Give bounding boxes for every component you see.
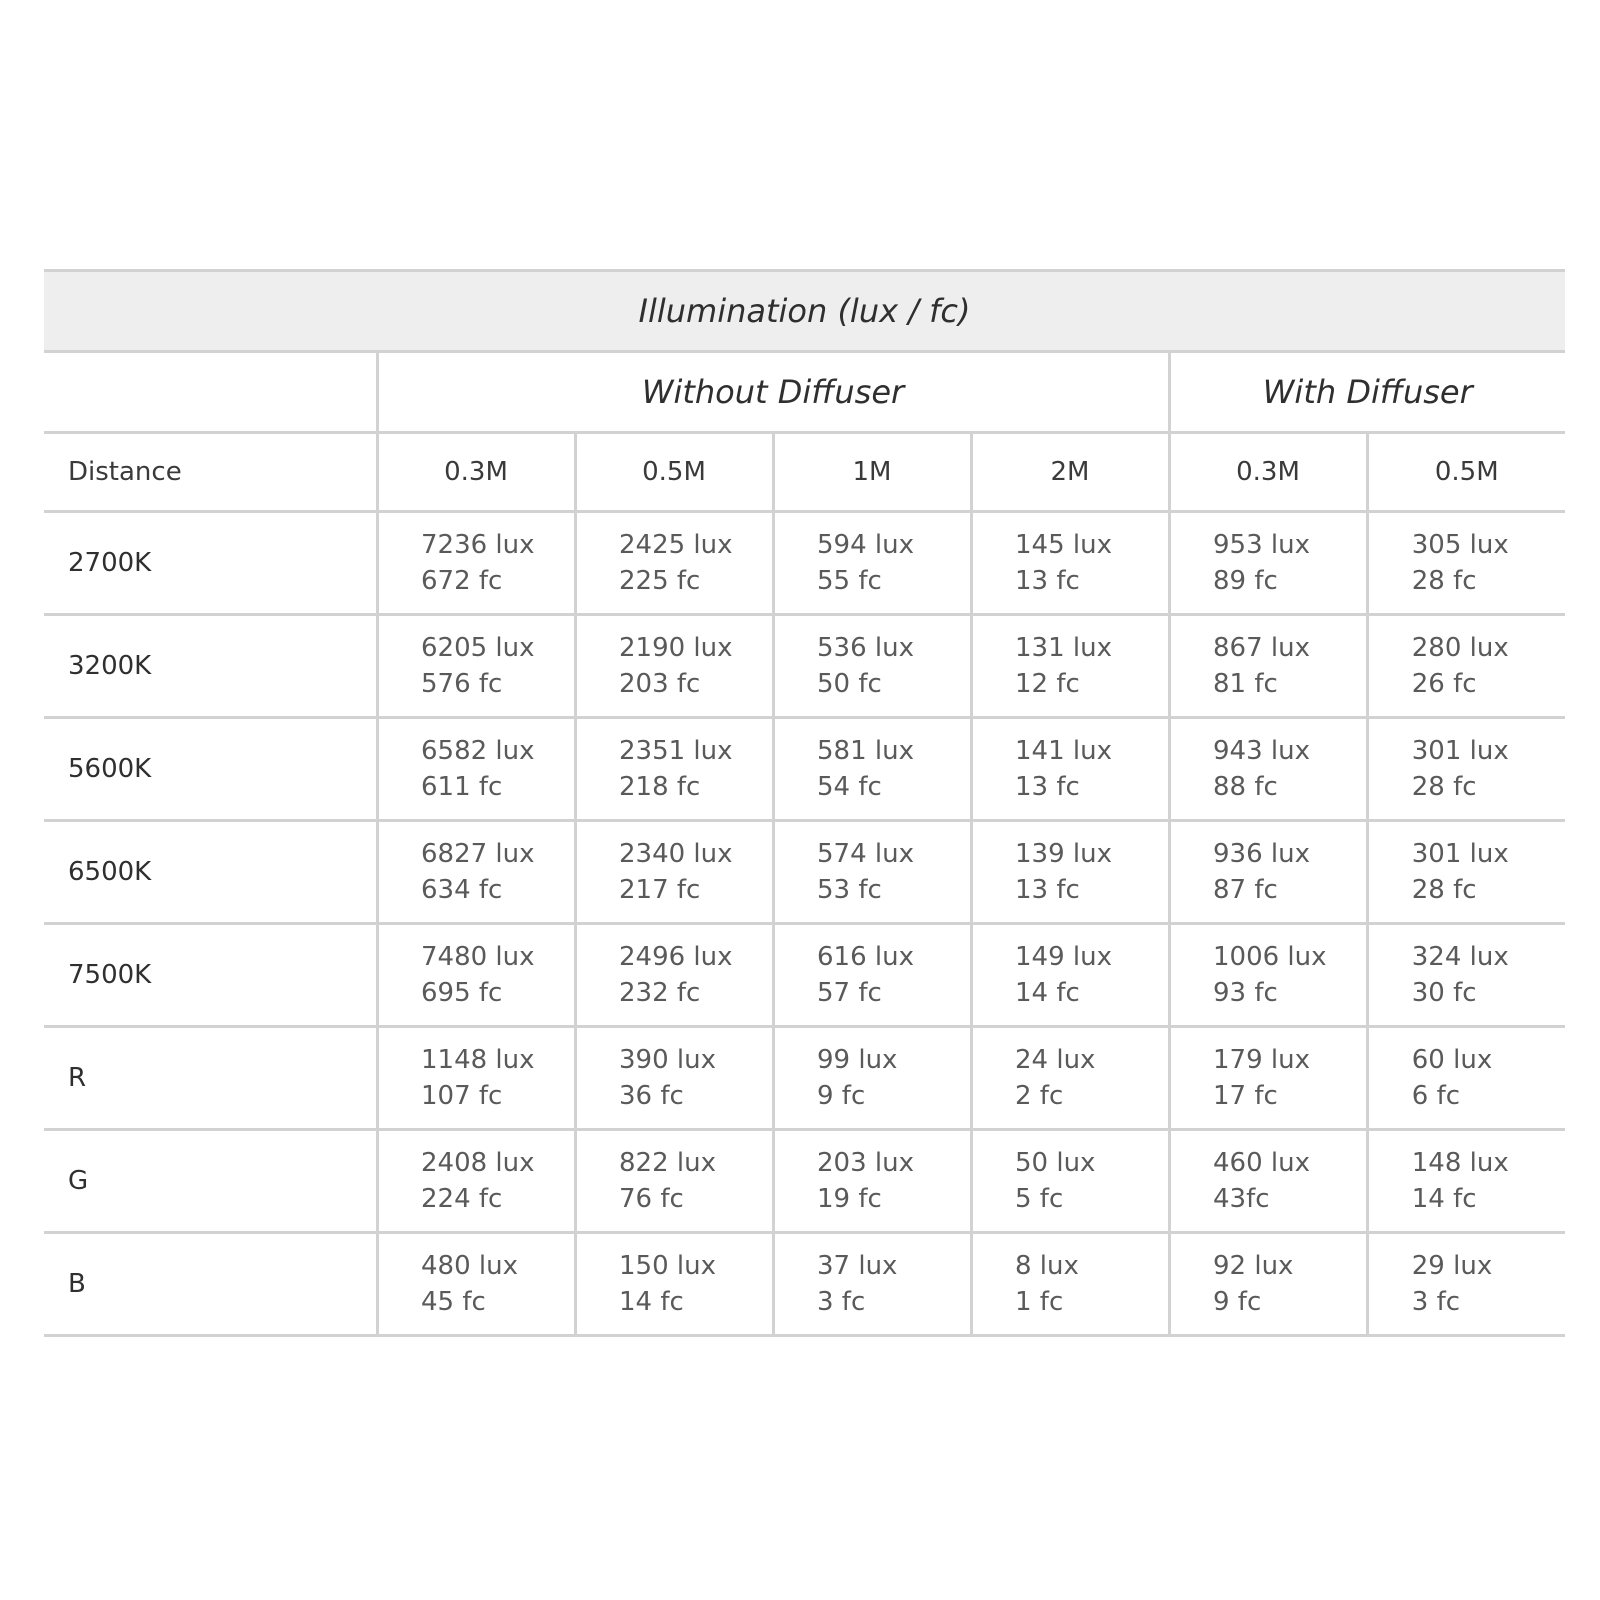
table-cell [1367, 821, 1565, 924]
fc-value: 13 fc [1015, 566, 1080, 596]
table-cell [377, 1130, 575, 1233]
lux-value: 24 lux [1015, 1045, 1096, 1075]
table-cell [1169, 924, 1367, 1027]
fc-value: 14 fc [1015, 978, 1080, 1008]
fc-value: 672 fc [421, 566, 503, 596]
table-cell [377, 1027, 575, 1130]
fc-value: 30 fc [1411, 978, 1477, 1008]
lux-value: 581 lux [817, 736, 914, 766]
table-cell [1367, 615, 1565, 718]
lux-value: 480 lux [421, 1251, 518, 1281]
table-cell [1367, 1027, 1565, 1130]
illumination-table-container [44, 269, 1564, 1337]
table-cell [377, 615, 575, 718]
table-cell [1169, 1130, 1367, 1233]
table-row [44, 821, 1565, 924]
lux-value: 324 lux [1411, 942, 1509, 972]
fc-value: 76 fc [619, 1184, 684, 1214]
lux-value: 141 lux [1015, 736, 1112, 766]
table-cell [773, 718, 971, 821]
lux-value: 6205 lux [421, 633, 535, 663]
row-label: 7500K [44, 924, 377, 1027]
fc-value: 218 fc [619, 772, 701, 802]
fc-value: 54 fc [817, 772, 882, 802]
lux-value: 6827 lux [421, 839, 535, 869]
lux-value: 2351 lux [619, 736, 733, 766]
table-cell [1169, 821, 1367, 924]
table-cell [1169, 1233, 1367, 1336]
fc-value: 17 fc [1213, 1081, 1278, 1111]
table-cell [971, 615, 1169, 718]
table-cell [1367, 512, 1565, 615]
table-cell [1169, 512, 1367, 615]
table-cell [773, 1130, 971, 1233]
fc-value: 36 fc [619, 1081, 684, 1111]
table-cell [377, 512, 575, 615]
row-label: G [44, 1130, 377, 1233]
fc-value: 9 fc [817, 1081, 866, 1111]
table-cell [377, 718, 575, 821]
table-row [44, 1027, 1565, 1130]
fc-value: 13 fc [1015, 875, 1080, 905]
fc-value: 6 fc [1411, 1081, 1461, 1111]
fc-value: 14 fc [619, 1287, 684, 1317]
row-label: 3200K [44, 615, 377, 718]
table-cell [575, 821, 773, 924]
fc-value: 28 fc [1411, 772, 1477, 802]
table-cell [773, 512, 971, 615]
table-row [44, 718, 1565, 821]
table-cell [1367, 1130, 1565, 1233]
fc-value: 634 fc [421, 875, 503, 905]
table-cell [773, 924, 971, 1027]
lux-value: 280 lux [1411, 633, 1509, 663]
lux-value: 2496 lux [619, 942, 733, 972]
lux-value: 99 lux [817, 1045, 898, 1075]
distance-header-cell: 0.3M [377, 433, 575, 512]
lux-value: 139 lux [1015, 839, 1112, 869]
lux-value: 943 lux [1213, 736, 1310, 766]
lux-value: 305 lux [1411, 530, 1509, 560]
fc-value: 53 fc [817, 875, 882, 905]
row-label: 5600K [44, 718, 377, 821]
group-header-without-diffuser: Without Diffuser [377, 352, 1169, 433]
table-cell [971, 924, 1169, 1027]
fc-value: 87 fc [1213, 875, 1278, 905]
fc-value: 9 fc [1213, 1287, 1262, 1317]
lux-value: 574 lux [817, 839, 914, 869]
fc-value: 1 fc [1015, 1287, 1064, 1317]
fc-value: 28 fc [1411, 875, 1477, 905]
distance-header-cell: 0.5M [1367, 433, 1565, 512]
table-row [44, 924, 1565, 1027]
distance-label: Distance [44, 433, 377, 512]
lux-value: 936 lux [1213, 839, 1310, 869]
table-cell [575, 1233, 773, 1336]
lux-value: 536 lux [817, 633, 914, 663]
lux-value: 301 lux [1411, 839, 1509, 869]
fc-value: 3 fc [1411, 1287, 1461, 1317]
lux-value: 145 lux [1015, 530, 1112, 560]
table-cell [1169, 615, 1367, 718]
table-cell [1169, 1027, 1367, 1130]
table-cell [1367, 924, 1565, 1027]
table-row [44, 1130, 1565, 1233]
lux-value: 822 lux [619, 1148, 716, 1178]
fc-value: 50 fc [817, 669, 882, 699]
lux-value: 50 lux [1015, 1148, 1096, 1178]
lux-value: 203 lux [817, 1148, 914, 1178]
lux-value: 7236 lux [421, 530, 535, 560]
row-label: 2700K [44, 512, 377, 615]
row-label: 6500K [44, 821, 377, 924]
table-row [44, 615, 1565, 718]
lux-value: 60 lux [1411, 1045, 1493, 1075]
lux-value: 301 lux [1411, 736, 1509, 766]
lux-value: 953 lux [1213, 530, 1310, 560]
fc-value: 217 fc [619, 875, 701, 905]
lux-value: 6582 lux [421, 736, 535, 766]
distance-header-cell: 0.5M [575, 433, 773, 512]
table-cell [575, 924, 773, 1027]
fc-value: 2 fc [1015, 1081, 1064, 1111]
table-title-row [44, 271, 1565, 352]
fc-value: 45 fc [421, 1287, 486, 1317]
lux-value: 8 lux [1015, 1251, 1079, 1281]
fc-value: 13 fc [1015, 772, 1080, 802]
fc-value: 576 fc [421, 669, 503, 699]
row-label: B [44, 1233, 377, 1336]
fc-value: 26 fc [1411, 669, 1477, 699]
lux-value: 29 lux [1411, 1251, 1493, 1281]
lux-value: 2190 lux [619, 633, 733, 663]
table-title: Illumination (lux / fc) [44, 271, 1565, 352]
table-cell [971, 1027, 1169, 1130]
lux-value: 460 lux [1213, 1148, 1310, 1178]
fc-value: 88 fc [1213, 772, 1278, 802]
table-cell [773, 821, 971, 924]
distance-header-cell: 0.3M [1169, 433, 1367, 512]
fc-value: 224 fc [421, 1184, 503, 1214]
fc-value: 57 fc [817, 978, 882, 1008]
fc-value: 89 fc [1213, 566, 1278, 596]
table-cell [971, 718, 1169, 821]
table-cell [575, 1027, 773, 1130]
fc-value: 19 fc [817, 1184, 882, 1214]
table-cell [971, 1233, 1169, 1336]
table-row [44, 512, 1565, 615]
table-cell [971, 1130, 1169, 1233]
fc-value: 695 fc [421, 978, 503, 1008]
table-cell [575, 512, 773, 615]
fc-value: 43fc [1213, 1184, 1270, 1214]
fc-value: 81 fc [1213, 669, 1278, 699]
lux-value: 616 lux [817, 942, 914, 972]
fc-value: 12 fc [1015, 669, 1080, 699]
lux-value: 390 lux [619, 1045, 716, 1075]
table-cell [575, 718, 773, 821]
fc-value: 203 fc [619, 669, 701, 699]
fc-value: 28 fc [1411, 566, 1477, 596]
distance-header-cell: 1M [773, 433, 971, 512]
fc-value: 93 fc [1213, 978, 1278, 1008]
lux-value: 37 lux [817, 1251, 898, 1281]
table-cell [377, 1233, 575, 1336]
table-cell [971, 821, 1169, 924]
fc-value: 225 fc [619, 566, 701, 596]
table-cell [377, 821, 575, 924]
table-cell [773, 615, 971, 718]
fc-value: 232 fc [619, 978, 701, 1008]
table-cell [575, 1130, 773, 1233]
group-header-row [44, 352, 1565, 433]
fc-value: 3 fc [817, 1287, 866, 1317]
lux-value: 7480 lux [421, 942, 535, 972]
fc-value: 5 fc [1015, 1184, 1064, 1214]
fc-value: 14 fc [1411, 1184, 1477, 1214]
table-cell [575, 615, 773, 718]
table-cell [773, 1027, 971, 1130]
table-row [44, 1233, 1565, 1336]
illumination-table [44, 269, 1565, 1337]
group-header-with-diffuser: With Diffuser [1169, 352, 1565, 433]
fc-value: 55 fc [817, 566, 882, 596]
table-cell [377, 924, 575, 1027]
distance-header-row [44, 433, 1565, 512]
lux-value: 1148 lux [421, 1045, 535, 1075]
table-cell [971, 512, 1169, 615]
lux-value: 2408 lux [421, 1148, 535, 1178]
lux-value: 2425 lux [619, 530, 733, 560]
fc-value: 107 fc [421, 1081, 503, 1111]
lux-value: 594 lux [817, 530, 914, 560]
lux-value: 148 lux [1411, 1148, 1509, 1178]
lux-value: 1006 lux [1213, 942, 1327, 972]
fc-value: 611 fc [421, 772, 503, 802]
table-cell [1367, 718, 1565, 821]
lux-value: 149 lux [1015, 942, 1112, 972]
lux-value: 2340 lux [619, 839, 733, 869]
table-cell [1367, 1233, 1565, 1336]
table-cell [773, 1233, 971, 1336]
lux-value: 150 lux [619, 1251, 716, 1281]
table-cell [1169, 718, 1367, 821]
lux-value: 179 lux [1213, 1045, 1310, 1075]
distance-header-cell: 2M [971, 433, 1169, 512]
row-label: R [44, 1027, 377, 1130]
group-header-empty [44, 352, 377, 433]
lux-value: 867 lux [1213, 633, 1310, 663]
lux-value: 131 lux [1015, 633, 1112, 663]
lux-value: 92 lux [1213, 1251, 1294, 1281]
